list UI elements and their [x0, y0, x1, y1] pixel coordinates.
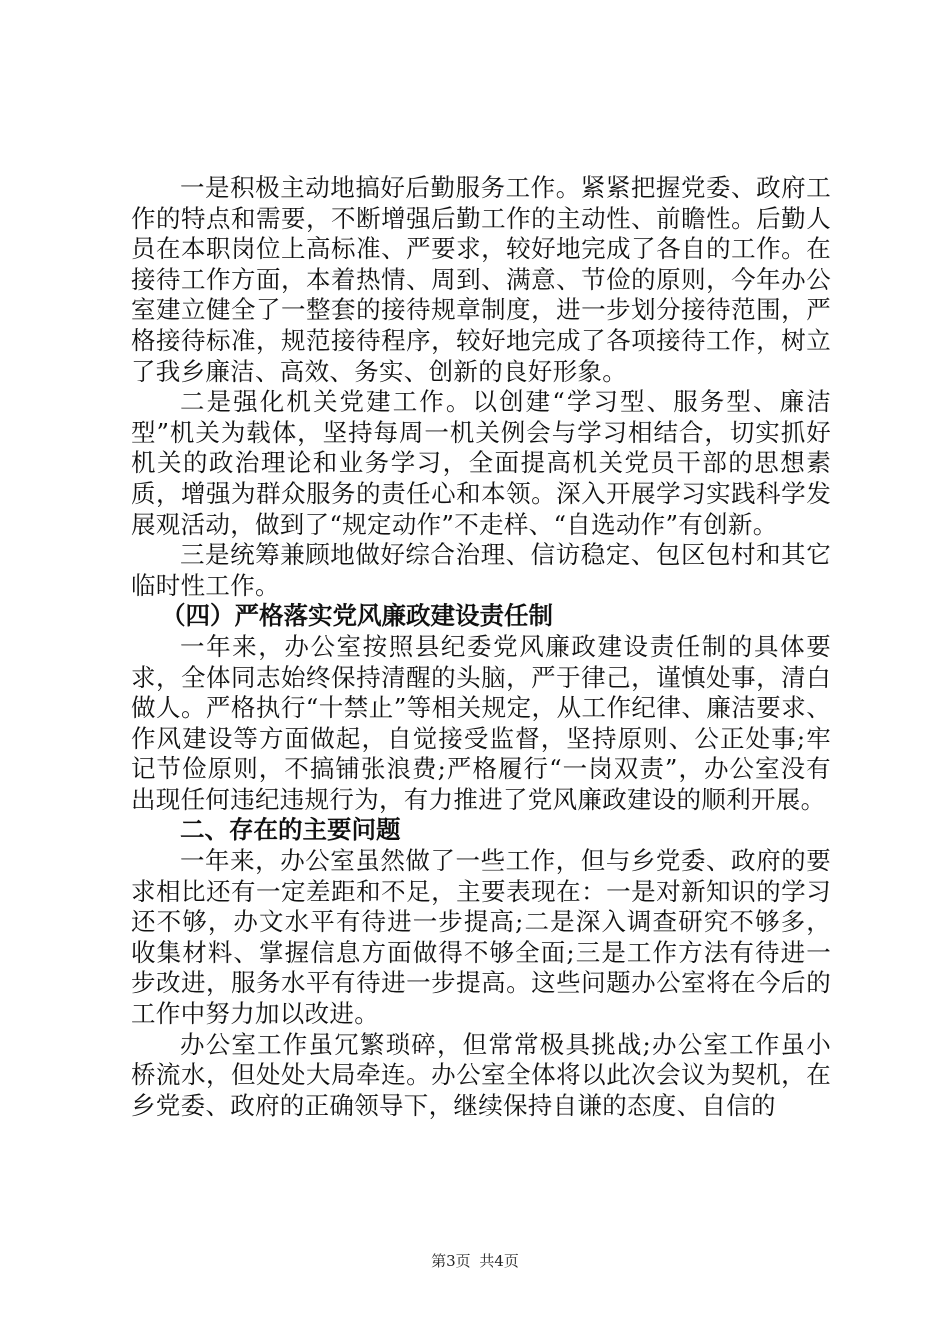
document-body [131, 173, 831, 1121]
paragraph-logistics: 一是积极主动地搞好后勤服务工作。紧紧把握党委、政府工作的特点和需要，不断增强后勤工作的主动性、前瞻性。后勤人员在本职岗位上高标准、严要求，较好地完成了各自的工作。在接待工作方面，本着热情、周到、满意、节俭的原则，今年办公室建立健全了一整套的接待规章制度，进一步划分接待范围，严格接待标准，规范接待程序，较好地完成了各项接待工作，树立了我乡廉洁、高效、务实、创新的良好形象。 [131, 173, 831, 386]
page-footer [0, 1250, 950, 1271]
paragraph-closing: 办公室工作虽冗繁琐碎，但常常极具挑战;办公室工作虽小桥流水，但处处大局牵连。办公室全体将以此次会议为契机，在乡党委、政府的正确领导下，继续保持自谦的态度、自信的 [131, 1029, 831, 1120]
paragraph-comprehensive-work: 三是统筹兼顾地做好综合治理、信访稳定、包区包村和其它临时性工作。 [131, 540, 831, 600]
paragraph-party-building: 二是强化机关党建工作。以创建“学习型、服务型、廉洁型”机关为载体，坚持每周一机关例会与学习相结合，切实抓好机关的政治理论和业务学习，全面提高机关党员干部的思想素质，增强为群众服务的责任心和本领。深入开展学习实践科学发展观活动，做到了“规定动作”不走样、“自选动作”有创新。 [131, 387, 832, 539]
paragraph-problems: 一年来，办公室虽然做了一些工作，但与乡党委、政府的要求相比还有一定差距和不足，主要表现在：一是对新知识的学习还不够，办文水平有待进一步提高;二是深入调查研究不够多，收集材料、掌握信息方面做得不够全面;三是工作方法有待进一步改进，服务水平有待进一步提高。这些问题办公室将在今后的工作中努力加以改进。 [131, 846, 831, 1029]
page-total: 共4页 [479, 1252, 519, 1270]
section-heading-problems: 二、存在的主要问题 [180, 815, 401, 845]
paragraph-integrity: 一年来，办公室按照县纪委党风廉政建设责任制的具体要求，全体同志始终保持清醒的头脑，严于律己，谨慎处事，清白做人。严格执行“十禁止”等相关规定，从工作纪律、廉洁要求、作风建设等方面做起，自觉接受监督，坚持原则、公正处事;牢记节俭原则，不搞铺张浪费;严格履行“一岗双责”，办公室没有出现任何违纪违规行为，有力推进了党风廉政建设的顺利开展。 [131, 631, 831, 814]
page-number: 第3页 [431, 1252, 471, 1270]
section-heading-integrity: （四）严格落实党风廉政建设责任制 [161, 601, 553, 631]
